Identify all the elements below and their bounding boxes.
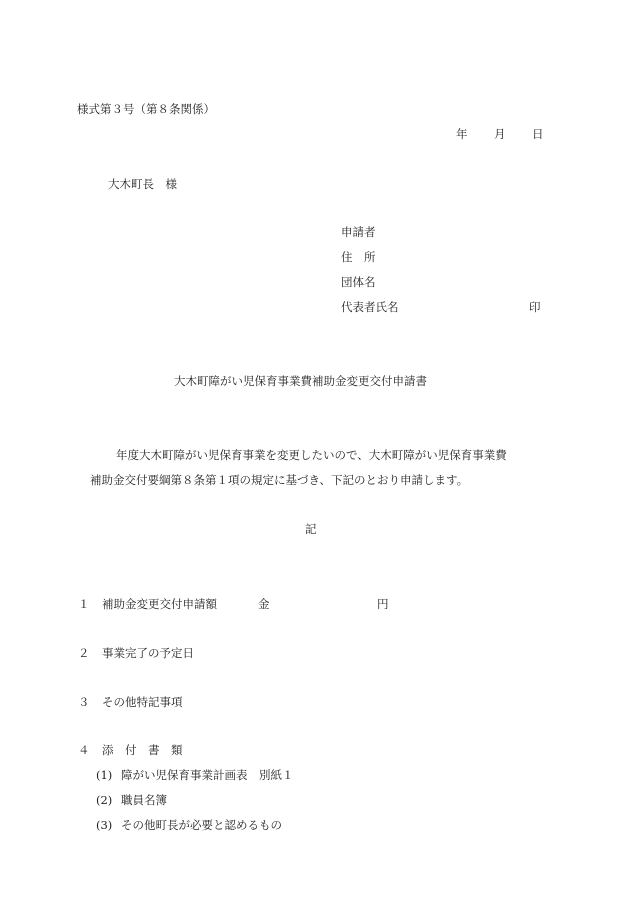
addressee: 大木町長 様: [108, 177, 177, 191]
item-label: 事業完了の予定日: [102, 646, 194, 660]
amount-yen: 円: [377, 597, 389, 611]
date-day: 日: [532, 127, 544, 141]
attachment-number: (2): [96, 793, 113, 807]
attachment-text: 職員名簿: [121, 793, 167, 807]
applicant-representative-label: 代表者氏名: [341, 300, 399, 314]
seal-mark: 印: [529, 300, 541, 314]
date-year: 年: [456, 127, 468, 141]
form-number: 様式第３号（第８条関係）: [77, 102, 215, 116]
attachment-text: 障がい児保育事業計画表 別紙１: [121, 768, 294, 782]
body-line-2: 補助金交付要綱第８条第１項の規定に基づき、下記のとおり申請します。: [90, 473, 469, 487]
amount-kin: 金: [258, 597, 270, 611]
attachment-number: (3): [96, 818, 113, 832]
item-label: 添 付 書 類: [102, 743, 183, 757]
item-number: １: [78, 597, 90, 611]
item-number: ４: [78, 743, 90, 757]
ki-heading: 記: [305, 522, 317, 536]
attachment-number: (1): [96, 768, 113, 782]
attachment-text: その他町長が必要と認めるもの: [121, 818, 282, 832]
item-label: 補助金変更交付申請額: [102, 597, 217, 611]
document-title: 大木町障がい児保育事業費補助金変更交付申請書: [174, 374, 427, 388]
date-month: 月: [494, 127, 506, 141]
applicant-address-label: 住 所: [341, 250, 376, 264]
item-number: ２: [78, 646, 90, 660]
item-label: その他特記事項: [102, 695, 183, 709]
applicant-organization-label: 団体名: [341, 275, 376, 289]
item-number: ３: [78, 695, 90, 709]
body-line-1: 年度大木町障がい児保育事業を変更したいので、大木町障がい児保育事業費: [116, 448, 507, 462]
applicant-header: 申請者: [341, 225, 376, 239]
